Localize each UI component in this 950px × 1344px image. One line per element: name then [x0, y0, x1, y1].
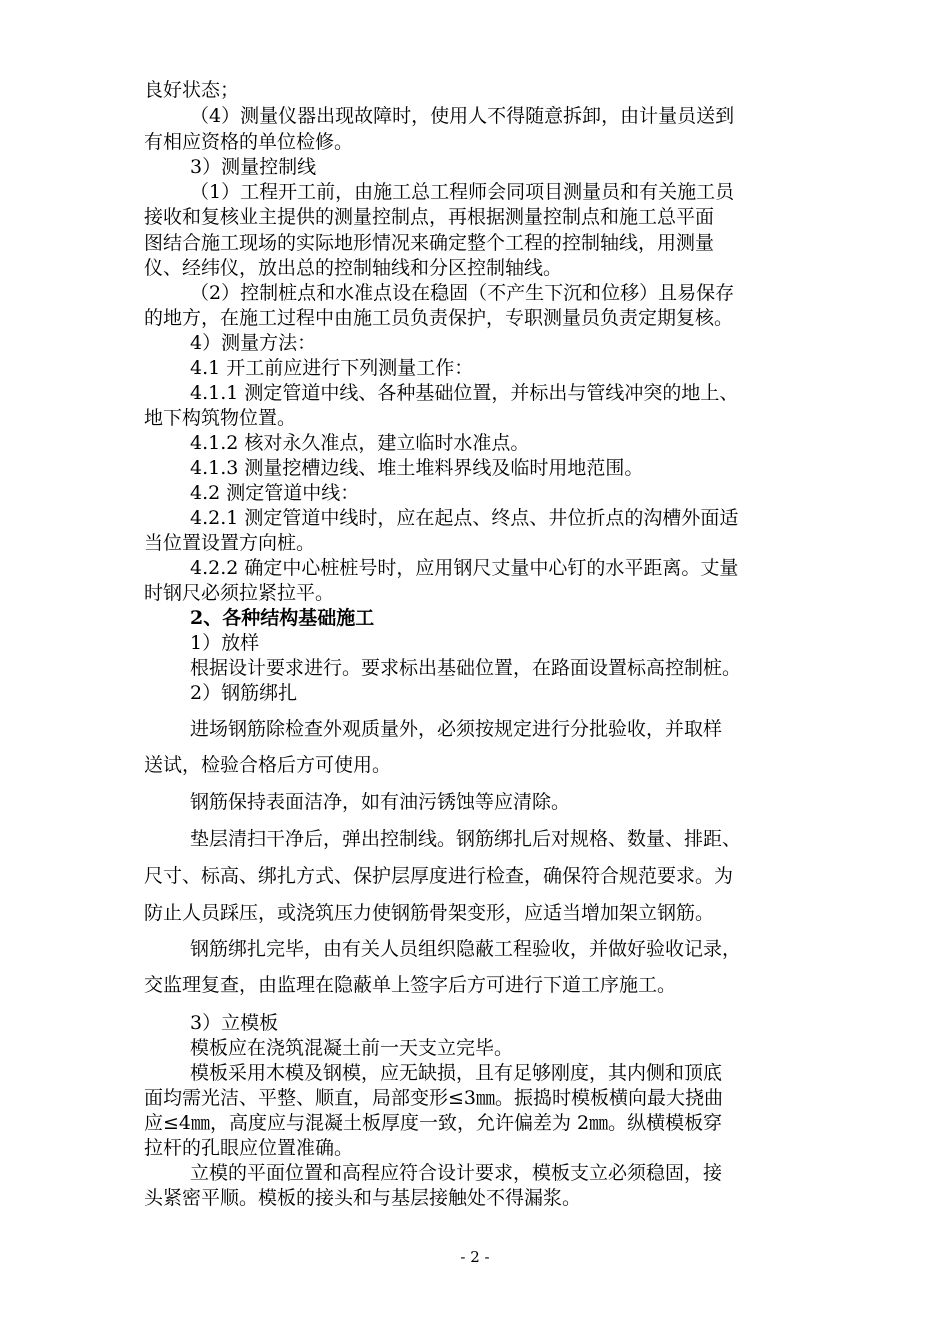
text-line: （4）测量仪器出现故障时，使用人不得随意拆卸，由计量员送到	[190, 105, 735, 127]
text-line: 4）测量方法：	[190, 332, 317, 354]
text-line: 模板采用木模及钢模，应无缺损，且有足够刚度，其内侧和顶底	[190, 1062, 723, 1084]
text-line: 接收和复核业主提供的测量控制点，再根据测量控制点和施工总平面	[144, 206, 715, 228]
text-line: 防止人员踩压，或浇筑压力使钢筋骨架变形，应适当增加架立钢筋。	[144, 902, 715, 924]
text-line: 垫层清扫干净后，弹出控制线。钢筋绑扎后对规格、数量、排距、	[190, 828, 742, 850]
text-line: 2）钢筋绑扎	[190, 682, 298, 704]
text-line: 钢筋绑扎完毕，由有关人员组织隐蔽工程验收，并做好验收记录，	[190, 938, 742, 960]
section-heading: 2、各种结构基础施工	[190, 607, 375, 629]
text-line: 4.1.1 测定管道中线、各种基础位置，并标出与管线冲突的地上、	[190, 382, 739, 404]
page-number: - 2 -	[460, 1248, 490, 1266]
text-line: （1）工程开工前，由施工总工程师会同项目测量员和有关施工员	[190, 181, 735, 203]
text-line: 进场钢筋除检查外观质量外，必须按规定进行分批验收，并取样	[190, 718, 723, 740]
text-line: 头紧密平顺。模板的接头和与基层接触处不得漏浆。	[144, 1187, 582, 1209]
text-line: 有相应资格的单位检修。	[144, 131, 354, 153]
text-line: 地下构筑物位置。	[144, 407, 297, 429]
text-line: 3）立模板	[190, 1012, 279, 1034]
text-line: 3）测量控制线	[190, 156, 317, 178]
text-line: 尺寸、标高、绑扎方式、保护层厚度进行检查，确保符合规范要求。为	[144, 865, 734, 887]
text-line: 4.2.1 测定管道中线时，应在起点、终点、井位折点的沟槽外面适	[190, 507, 739, 529]
text-line: 应≤4㎜，高度应与混凝土板厚度一致，允许偏差为 2㎜。纵横模板穿	[144, 1112, 723, 1134]
text-line: 良好状态；	[144, 79, 240, 101]
text-line: 4.1.3 测量挖槽边线、堆土堆料界线及临时用地范围。	[190, 457, 644, 479]
text-line: （2）控制桩点和水准点设在稳固（不产生下沉和位移）且易保存	[190, 282, 735, 304]
text-line: 当位置设置方向桩。	[144, 532, 316, 554]
text-line: 时钢尺必须拉紧拉平。	[144, 582, 335, 604]
text-line: 模板应在浇筑混凝土前一天支立完毕。	[190, 1037, 514, 1059]
text-line: 立模的平面位置和高程应符合设计要求，模板支立必须稳固，接	[190, 1162, 723, 1184]
text-line: 送试，检验合格后方可使用。	[144, 754, 392, 776]
text-line: 4.2 测定管道中线：	[190, 482, 360, 504]
text-line: 拉杆的孔眼应位置准确。	[144, 1137, 354, 1159]
text-line: 的地方，在施工过程中由施工员负责保护，专职测量员负责定期复核。	[144, 307, 734, 329]
text-line: 图结合施工现场的实际地形情况来确定整个工程的控制轴线，用测量	[144, 232, 715, 254]
text-line: 4.2.2 确定中心桩桩号时，应用钢尺丈量中心钉的水平距离。丈量	[190, 557, 739, 579]
text-line: 面均需光洁、平整、顺直，局部变形≤3㎜。振捣时模板横向最大挠曲	[144, 1087, 724, 1109]
text-line: 仪、经纬仪，放出总的控制轴线和分区控制轴线。	[144, 257, 563, 279]
text-line: 4.1.2 核对永久准点，建立临时水准点。	[190, 432, 530, 454]
text-line: 1）放样	[190, 632, 260, 654]
text-line: 钢筋保持表面洁净，如有油污锈蚀等应清除。	[190, 791, 571, 813]
text-line: 交监理复查，由监理在隐蔽单上签字后方可进行下道工序施工。	[144, 974, 677, 996]
text-line: 根据设计要求进行。要求标出基础位置，在路面设置标高控制桩。	[190, 657, 742, 679]
text-line: 4.1 开工前应进行下列测量工作：	[190, 357, 474, 379]
